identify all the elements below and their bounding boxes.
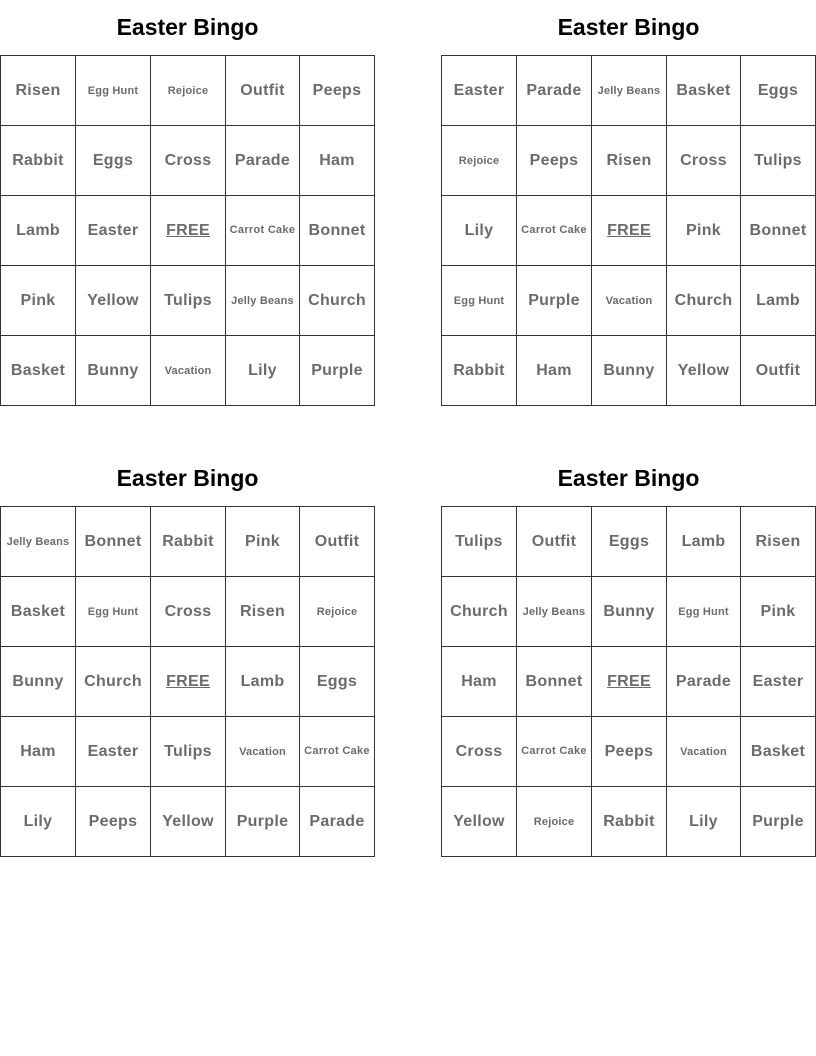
bingo-cell[interactable]: Rejoice (458, 154, 500, 167)
bingo-cell[interactable]: Yellow (453, 812, 505, 830)
bingo-cell[interactable]: Peeps (604, 742, 654, 760)
bingo-cell[interactable]: Egg Hunt (87, 84, 139, 97)
card-title: Easter Bingo (116, 14, 259, 40)
bingo-cell[interactable]: Purple (752, 812, 804, 830)
bingo-cell[interactable]: Outfit (240, 81, 285, 99)
bingo-cell[interactable]: Risen (239, 602, 286, 620)
free-space[interactable]: FREE (166, 672, 210, 690)
bingo-grid (0, 506, 375, 857)
bingo-cell[interactable]: Peeps (88, 812, 138, 830)
bingo-cell[interactable]: Rejoice (316, 605, 358, 618)
bingo-cell[interactable]: Ham (536, 361, 572, 379)
bingo-cell[interactable]: Bonnet (308, 221, 366, 239)
grid-line (441, 405, 816, 406)
bingo-cell[interactable]: Parade (234, 151, 291, 169)
free-space[interactable]: FREE (607, 672, 651, 690)
bingo-cell[interactable]: Jelly Beans (597, 84, 661, 97)
bingo-cell[interactable]: Risen (15, 81, 61, 99)
bingo-cell[interactable]: Rejoice (533, 815, 575, 828)
bingo-cell[interactable]: Jelly Beans (231, 294, 294, 307)
card-title: Easter Bingo (116, 465, 259, 491)
bingo-cell[interactable]: Parade (309, 812, 365, 830)
bingo-cell[interactable]: Tulips (164, 291, 212, 309)
bingo-cell[interactable]: Pink (245, 532, 280, 550)
bingo-cell[interactable]: Jelly Beans (6, 535, 70, 548)
bingo-cell[interactable]: Bunny (87, 361, 139, 379)
bingo-cell[interactable]: Bonnet (525, 672, 583, 690)
bingo-grid (441, 55, 816, 406)
bingo-cell[interactable]: Basket (10, 602, 66, 620)
bingo-cell[interactable]: Peeps (312, 81, 362, 99)
bingo-cell[interactable]: Easter (87, 742, 139, 760)
bingo-card (441, 451, 816, 857)
grid-line (0, 405, 375, 406)
bingo-cell[interactable]: Cross (455, 742, 503, 760)
bingo-card (0, 0, 375, 406)
bingo-cell[interactable]: Rabbit (12, 151, 64, 169)
bingo-cell[interactable]: Easter (752, 672, 804, 690)
bingo-cell[interactable]: Bonnet (84, 532, 142, 550)
bingo-cell[interactable]: Yellow (87, 291, 139, 309)
bingo-cell[interactable]: Church (674, 291, 733, 309)
bingo-cell[interactable]: Bunny (603, 361, 655, 379)
bingo-cell[interactable]: Rejoice (167, 84, 209, 97)
bingo-cell[interactable]: Church (450, 602, 508, 620)
bingo-cell[interactable]: Lamb (240, 672, 285, 690)
bingo-cell[interactable]: Purple (528, 291, 580, 309)
bingo-cell[interactable]: Parade (675, 672, 732, 690)
grid-line (374, 55, 375, 406)
bingo-cell[interactable]: Vacation (164, 364, 212, 377)
free-space[interactable]: FREE (607, 221, 651, 239)
bingo-cell[interactable]: Carrot Cake (229, 224, 296, 236)
bingo-cell[interactable]: Pink (20, 291, 56, 309)
bingo-cell[interactable]: Vacation (680, 745, 727, 758)
bingo-cell[interactable]: Rabbit (162, 532, 214, 550)
bingo-cell[interactable]: Ham (461, 672, 497, 690)
bingo-cell[interactable]: Eggs (92, 151, 134, 169)
bingo-cell[interactable]: Egg Hunt (453, 294, 505, 307)
bingo-cell[interactable]: Pink (686, 221, 721, 239)
bingo-cell[interactable]: Cross (164, 151, 212, 169)
bingo-cell[interactable]: Lily (23, 812, 53, 830)
bingo-cell[interactable]: Egg Hunt (87, 605, 139, 618)
bingo-cell[interactable]: Lily (248, 361, 277, 379)
bingo-cell[interactable]: Eggs (608, 532, 650, 550)
bingo-cell[interactable]: Easter (87, 221, 139, 239)
free-space[interactable]: FREE (166, 221, 210, 239)
bingo-cell[interactable]: Cross (164, 602, 212, 620)
bingo-cell[interactable]: Carrot Cake (304, 745, 370, 757)
card-title: Easter Bingo (557, 465, 700, 491)
bingo-cell[interactable]: Church (308, 291, 366, 309)
bingo-cell[interactable]: Outfit (531, 532, 577, 550)
bingo-cell[interactable]: Ham (20, 742, 56, 760)
bingo-cell[interactable]: Purple (311, 361, 363, 379)
bingo-cell[interactable]: Eggs (316, 672, 358, 690)
bingo-cell[interactable]: Jelly Beans (522, 605, 586, 618)
bingo-grid (441, 506, 816, 857)
bingo-cell[interactable]: Tulips (754, 151, 802, 169)
bingo-card (441, 0, 816, 406)
bingo-cell[interactable]: Ham (319, 151, 355, 169)
grid-line (0, 856, 375, 857)
bingo-cell[interactable]: Outfit (755, 361, 801, 379)
bingo-cell[interactable]: Pink (760, 602, 796, 620)
bingo-cell[interactable]: Bunny (12, 672, 64, 690)
bingo-cell[interactable]: Vacation (239, 745, 286, 758)
bingo-card (0, 451, 375, 857)
bingo-cell[interactable]: Easter (453, 81, 505, 99)
bingo-cell[interactable]: Eggs (757, 81, 799, 99)
grid-line (441, 856, 816, 857)
bingo-cell[interactable]: Risen (755, 532, 801, 550)
bingo-cell[interactable]: Bunny (603, 602, 655, 620)
bingo-cell[interactable]: Church (84, 672, 142, 690)
bingo-cell[interactable]: Tulips (455, 532, 503, 550)
bingo-cell[interactable]: Lamb (756, 291, 800, 309)
bingo-cell[interactable]: Rabbit (453, 361, 505, 379)
bingo-cell[interactable]: Basket (750, 742, 806, 760)
bingo-cell[interactable]: Peeps (529, 151, 579, 169)
bingo-grid (0, 55, 375, 406)
card-title: Easter Bingo (557, 14, 700, 40)
bingo-cell[interactable]: Yellow (162, 812, 214, 830)
bingo-cell[interactable]: Parade (526, 81, 582, 99)
bingo-cell[interactable]: Carrot Cake (521, 224, 587, 236)
bingo-cell[interactable]: Bonnet (749, 221, 807, 239)
bingo-cell[interactable]: Risen (606, 151, 652, 169)
bingo-cell[interactable]: Purple (236, 812, 289, 830)
bingo-cell[interactable]: Vacation (605, 294, 653, 307)
bingo-cell[interactable]: Lamb (681, 532, 726, 550)
bingo-cell[interactable]: Rabbit (603, 812, 655, 830)
grid-line (374, 506, 375, 857)
bingo-cell[interactable]: Tulips (164, 742, 212, 760)
bingo-cell[interactable]: Yellow (677, 361, 730, 379)
bingo-cell[interactable]: Egg Hunt (678, 605, 729, 618)
bingo-cell[interactable]: Outfit (314, 532, 360, 550)
bingo-cell[interactable]: Basket (10, 361, 66, 379)
bingo-cell[interactable]: Lily (464, 221, 494, 239)
bingo-cell[interactable]: Lily (689, 812, 718, 830)
bingo-cell[interactable]: Cross (680, 151, 727, 169)
bingo-cell[interactable]: Basket (676, 81, 731, 99)
bingo-cell[interactable]: Lamb (16, 221, 60, 239)
bingo-cell[interactable]: Carrot Cake (521, 745, 587, 757)
